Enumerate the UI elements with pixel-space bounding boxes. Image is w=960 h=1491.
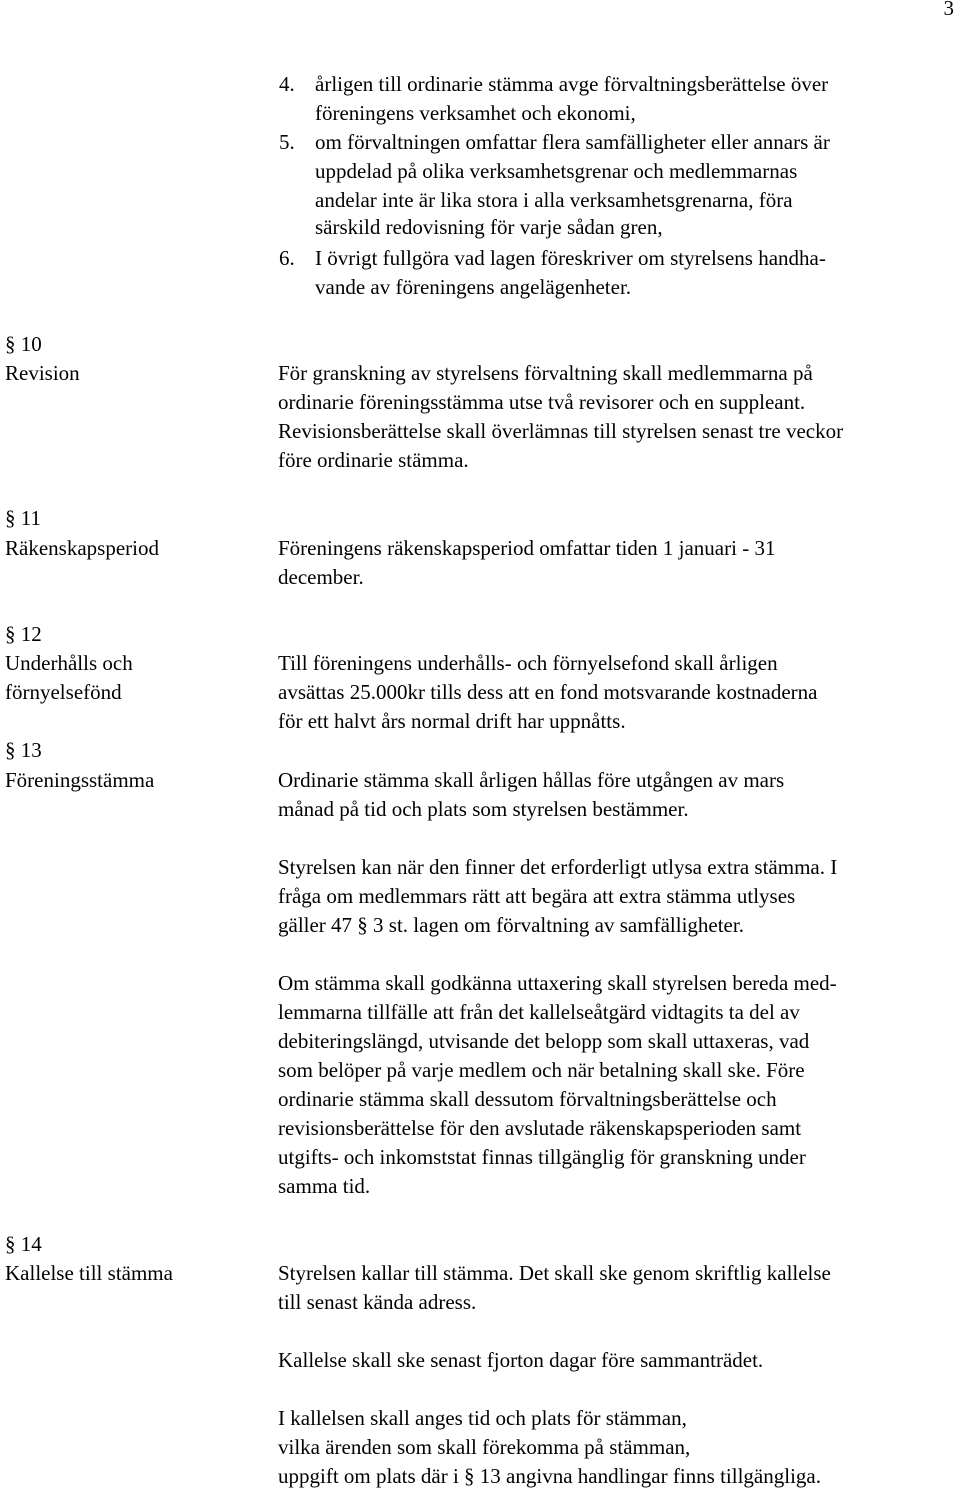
paragraph-uttaxering-line-3: debiteringslängd, utvisande det belopp som skall uttaxeras, vad xyxy=(278,1029,810,1053)
paragraph-uttaxering-line-5: ordinarie stämma skall dessutom förvaltningsberättelse och xyxy=(278,1087,777,1111)
paragraph-kallelse-innehall-line-2: vilka ärenden som skall förekomma på stämman, xyxy=(278,1435,691,1459)
section-title-kallelse: Kallelse till stämma xyxy=(5,1261,173,1285)
list-item-6-line-2: vande av föreningens angelägenheter. xyxy=(315,275,632,299)
list-item-4-line-1: årligen till ordinarie stämma avge förvaltningsberättelse över xyxy=(315,72,829,96)
paragraph-underhall-line-1: Till föreningens underhålls- och förnyelsefond skall årligen xyxy=(278,651,778,675)
paragraph-extra-stamma-line-3: gäller 47 § 3 st. lagen om förvaltning av samfälligheter. xyxy=(278,913,744,937)
paragraph-kallelse-innehall-line-1: I kallelsen skall anges tid och plats för stämman, xyxy=(278,1406,687,1430)
paragraph-extra-stamma-line-2: fråga om medlemmars rätt att begära att extra stämma utlyses xyxy=(278,884,796,908)
paragraph-uttaxering-line-7: utgifts- och inkomststat finnas tillgänglig för granskning under xyxy=(278,1145,806,1169)
page-number: 3 xyxy=(943,0,954,20)
paragraph-underhall-line-2: avsättas 25.000kr tills dess att en fond motsvarande kostnaderna xyxy=(278,680,818,704)
paragraph-kallelse-innehall-line-3: uppgift om plats där i § 13 angivna handlingar finns tillgängliga. xyxy=(278,1464,821,1488)
paragraph-rakenskapsperiod-line-1: Föreningens räkenskapsperiod omfattar tiden 1 januari - 31 xyxy=(278,536,776,560)
list-item-5-line-2: uppdelad på olika verksamhetsgrenar och medlemmarnas xyxy=(315,159,798,183)
paragraph-kallelse-line-1: Styrelsen kallar till stämma. Det skall ske genom skriftlig kallelse xyxy=(278,1261,831,1285)
list-number-5: 5. xyxy=(279,130,295,154)
paragraph-revision-line-2: ordinarie föreningsstämma utse två revisorer och en suppleant. xyxy=(278,390,806,414)
list-item-6-line-1: I övrigt fullgöra vad lagen föreskriver om styrelsens handha- xyxy=(315,246,826,270)
list-item-5-line-4: särskild redovisning för varje sådan gren, xyxy=(315,215,663,239)
paragraph-revision-line-4: före ordinarie stämma. xyxy=(278,448,469,472)
section-title-underhall-line-2: förnyelsefönd xyxy=(5,680,122,704)
section-number-10: § 10 xyxy=(5,332,42,356)
section-title-rakenskapsperiod: Räkenskapsperiod xyxy=(5,536,159,560)
paragraph-kallelse-line-2: till senast kända adress. xyxy=(278,1290,477,1314)
section-number-12: § 12 xyxy=(5,622,42,646)
section-title-foreningsstamma: Föreningsstämma xyxy=(5,768,155,792)
paragraph-revision-line-1: För granskning av styrelsens förvaltning skall medlemmarna på xyxy=(278,361,813,385)
section-number-11: § 11 xyxy=(5,506,41,530)
section-title-revision: Revision xyxy=(5,361,80,385)
list-number-6: 6. xyxy=(279,246,295,270)
paragraph-stamma-line-2: månad på tid och plats som styrelsen bestämmer. xyxy=(278,797,689,821)
paragraph-kallelse-tid-line-1: Kallelse skall ske senast fjorton dagar före sammanträdet. xyxy=(278,1348,764,1372)
section-number-14: § 14 xyxy=(5,1232,42,1256)
list-item-4-line-2: föreningens verksamhet och ekonomi, xyxy=(315,101,636,125)
list-number-4: 4. xyxy=(279,72,295,96)
paragraph-extra-stamma-line-1: Styrelsen kan när den finner det erforderligt utlysa extra stämma. I xyxy=(278,855,838,879)
paragraph-uttaxering-line-1: Om stämma skall godkänna uttaxering skall styrelsen bereda med- xyxy=(278,971,837,995)
list-item-5-line-1: om förvaltningen omfattar flera samfälligheter eller annars är xyxy=(315,130,830,154)
paragraph-rakenskapsperiod-line-2: december. xyxy=(278,565,364,589)
section-title-underhall-line-1: Underhålls och xyxy=(5,651,133,675)
paragraph-uttaxering-line-4: som belöper på varje medlem och när betalning skall ske. Före xyxy=(278,1058,805,1082)
paragraph-revision-line-3: Revisionsberättelse skall överlämnas till styrelsen senast tre veckor xyxy=(278,419,844,443)
paragraph-uttaxering-line-2: lemmarna tillfälle att från det kallelseåtgärd vidtagits ta del av xyxy=(278,1000,800,1024)
paragraph-stamma-line-1: Ordinarie stämma skall årligen hållas före utgången av mars xyxy=(278,768,785,792)
section-number-13: § 13 xyxy=(5,738,42,762)
list-item-5-line-3: andelar inte är lika stora i alla verksamhetsgrenarna, föra xyxy=(315,188,793,212)
paragraph-uttaxering-line-6: revisionsberättelse för den avslutade räkenskapsperioden samt xyxy=(278,1116,802,1140)
paragraph-underhall-line-3: för ett halvt års normal drift har uppnåtts. xyxy=(278,709,626,733)
paragraph-uttaxering-line-8: samma tid. xyxy=(278,1174,371,1198)
